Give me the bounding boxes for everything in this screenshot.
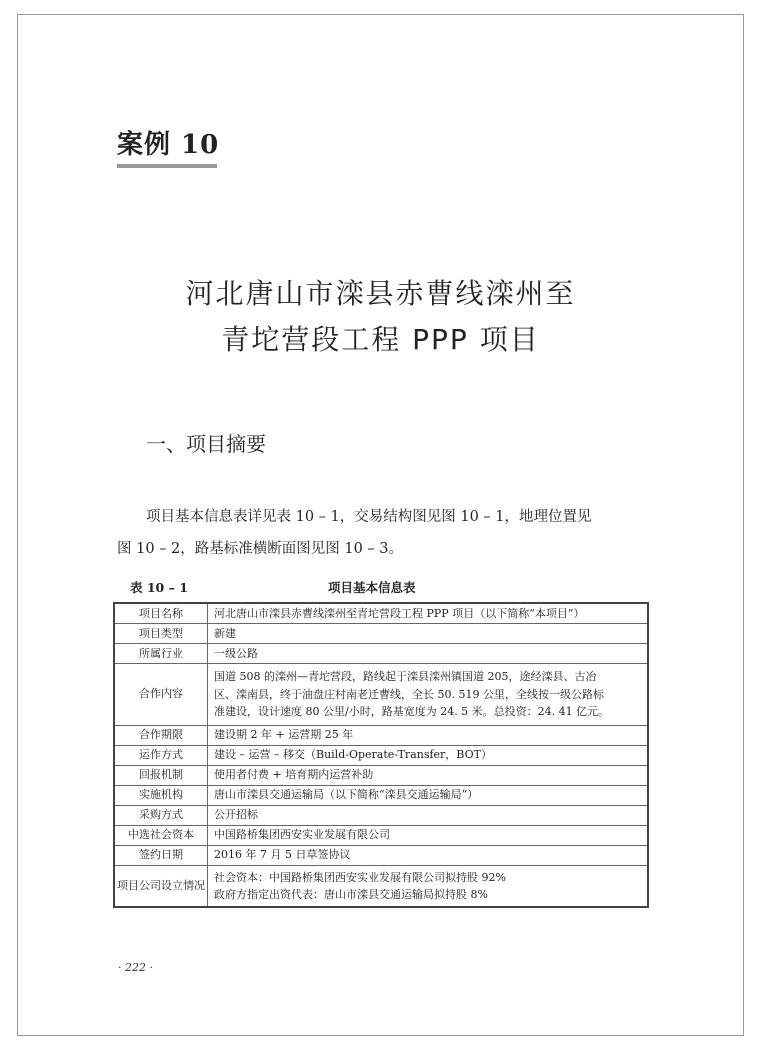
table-row [114, 603, 648, 624]
row-value-line: 唐山市滦县交通运输局（以下简称“滦县交通运输局”） [214, 788, 479, 801]
row-value-line: 政府方指定出资代表：唐山市滦县交通运输局拟持股 8% [214, 887, 488, 901]
table-row [114, 644, 648, 664]
row-value-line: 公开招标 [214, 808, 258, 821]
section-heading: 一、项目摘要 [146, 432, 266, 456]
case-heading-underline [117, 164, 217, 168]
row-value [208, 624, 649, 644]
row-label: 项目类型 [114, 624, 208, 644]
table-row [114, 805, 648, 825]
row-value [208, 765, 649, 785]
row-value-line: 2016 年 7 月 5 日草签协议 [214, 848, 351, 861]
row-value [208, 845, 649, 865]
row-value-line: 准建设，设计速度 80 公里/小时，路基宽度为 24. 5 米。总投资：24. 41 亿元。 [214, 705, 610, 718]
row-value-line: 新建 [214, 626, 236, 640]
table-row [114, 725, 648, 745]
row-value-line: 社会资本：中国路桥集团西安实业发展有限公司拟持股 92% [214, 870, 506, 884]
row-value-line: 使用者付费 + 培育期内运营补助 [214, 768, 374, 781]
row-label: 回报机制 [114, 765, 208, 785]
row-value [208, 644, 649, 664]
row-label: 合作期限 [114, 725, 208, 745]
row-value-line: 国道 508 的滦州—青坨营段，路线起于滦县滦州镇国道 205，途经滦县、古冶 [214, 670, 597, 683]
table-row [114, 624, 648, 644]
row-label: 运作方式 [114, 745, 208, 765]
row-value-line: 中国路桥集团西安实业发展有限公司 [214, 828, 390, 841]
row-value [208, 865, 649, 907]
row-value [208, 785, 649, 805]
row-value-line: 区、滦南县，终于油盘庄村南老迁曹线，全长 50. 519 公里，全线按一级公路标 [214, 687, 604, 701]
table-row [114, 765, 648, 785]
row-value-line: 建设期 2 年 + 运营期 25 年 [214, 728, 354, 741]
table-row [114, 865, 648, 907]
row-value [208, 805, 649, 825]
table-row [114, 825, 648, 845]
row-value-line: 一级公路 [214, 646, 258, 660]
row-label: 合作内容 [114, 664, 208, 726]
row-value [208, 664, 649, 726]
row-value [208, 725, 649, 745]
table-caption-title: 项目基本信息表 [328, 580, 416, 595]
document-title-line-2: 青坨营段工程 PPP 项目 [221, 323, 540, 356]
row-value-line: 建设 – 运营 – 移交（Build-Operate-Transfer，BOT） [214, 748, 492, 761]
row-label: 项目公司设立情况 [114, 865, 208, 907]
intro-paragraph-line-2: 图 10 – 2，路基标准横断面图见图 10 – 3。 [117, 541, 404, 557]
row-value [208, 825, 649, 845]
case-heading: 案例 10 [117, 130, 220, 160]
table-row [114, 845, 648, 865]
row-label: 实施机构 [114, 785, 208, 805]
row-value [208, 745, 649, 765]
row-label: 签约日期 [114, 845, 208, 865]
row-label: 中选社会资本 [114, 825, 208, 845]
row-label: 所属行业 [114, 644, 208, 664]
table-row [114, 785, 648, 805]
table-row [114, 745, 648, 765]
project-info-table [113, 602, 649, 908]
document-title-line-1: 河北唐山市滦县赤曹线滦州至 [185, 277, 576, 310]
page-number: · 222 · [118, 961, 153, 974]
row-value-line: 河北唐山市滦县赤曹线滦州至青坨营段工程 PPP 项目（以下简称“本项目”） [214, 606, 585, 620]
row-label: 项目名称 [114, 603, 208, 624]
intro-paragraph-line-1: 项目基本信息表详见表 10 – 1，交易结构图见图 10 – 1，地理位置见 [146, 509, 592, 525]
table-caption-number: 表 10 – 1 [130, 580, 188, 595]
row-value [208, 603, 649, 624]
row-label: 采购方式 [114, 805, 208, 825]
table-row [114, 664, 648, 726]
